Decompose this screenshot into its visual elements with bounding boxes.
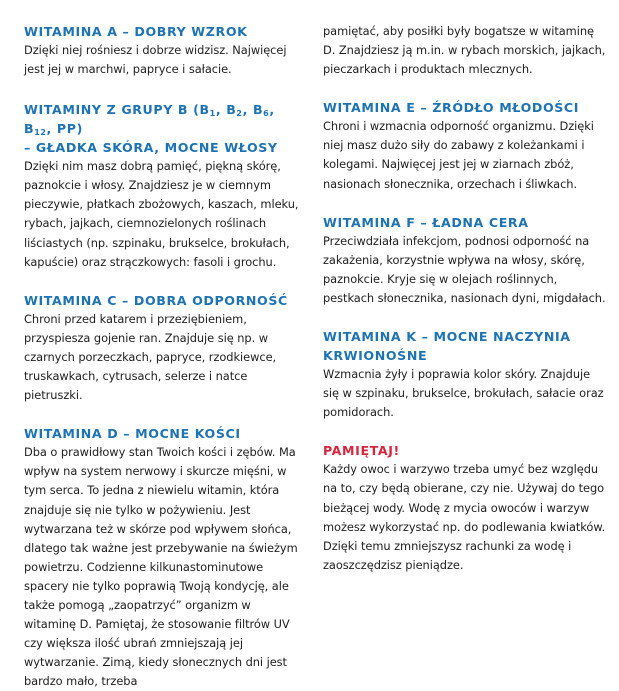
vitamin-a-heading: WITAMINA A – DOBRY WZROK — [24, 24, 248, 39]
vitamin-d-section — [24, 424, 306, 691]
vitamin-e-heading: WITAMINA E – ŹRÓDŁO MŁODOŚCI — [323, 100, 580, 116]
vitamin-k-text: Wzmacnia żyły i poprawia kolor skóry. Znajduje się w szpinaku, brukselce, brokułach, sałacie oraz pomidorach. — [323, 367, 604, 420]
vitamin-e-text: Chroni i wzmacnia odporność organizmu. Dzięki niej masz dużo siły do zabawy z koleżankami i kolegami. Najwięcej jest jej w ziarnach zbóż, nasionach słonecznika, orzechach i śliwkach. — [323, 119, 594, 191]
vitamin-b-heading-line2: – GŁADKA SKÓRA, MOCNE WŁOSY — [24, 140, 278, 156]
vitamin-d-text: Dba o prawidłowy stan Twoich kości i zębów. Ma wpływ na system nerwowy i skurcze mięśni, w tym serca. To jedna z niewielu witamin, która znajduje się nie tylko w pożywieniu. Jest wytwarzana też w skórze pod wpływem słońca, dlatego tak ważne jest przebywanie na świeżym powietrzu. Codzienne kilkunastominutowe spacery nie tylko poprawią Twoją kondycję, ale także pomogą „zaopatrzyć” organizm w witaminę D. Pamiętaj, że stosowanie filtrów UV czy większa ilość ubrań zmniejszają jej wytwarzanie. Zimą, kiedy słonecznych dni jest bardzo mało, trzeba — [24, 445, 298, 689]
vitamin-b-text: Dzięki nim masz dobrą pamięć, piękną skórę, paznokcie i włosy. Znajdziesz je w ciemnym pieczywie, płatkach zbożowych, kaszach, mleku, rybach, jajkach, ciemnozielonych roślinach liściastych (np. szpinaku, brukselce, brokułach, kapuście) oraz strączkowych: fasoli i grochu. — [24, 159, 299, 269]
vitamin-f-heading: WITAMINA F – ŁADNA CERA — [323, 214, 529, 230]
vitamin-f-text: Przeciwdziała infekcjom, podnosi odporność na zakażenia, korzystnie wpływa na włosy, skórę, paznokcie. Kryje się w olejach roślinnych, pestkach słonecznika, nasionach dyni, migdałach. — [323, 233, 606, 305]
vitamin-k-heading: WITAMINA K – MOCNE NACZYNIA KRWIONOŚNE — [323, 329, 571, 364]
vitamin-a-section — [24, 22, 306, 79]
vitamin-b-sub-2: 2 — [236, 109, 243, 119]
vitamin-b-section — [24, 100, 306, 272]
vitamin-e-section — [323, 98, 609, 193]
vitamin-d-heading: WITAMINA D – MOCNE KOŚCI — [24, 426, 241, 442]
vitamin-b-heading-suffix: , PP) — [46, 121, 83, 137]
vitamin-b-heading-prefix: WITAMINY Z GRUPY B (B — [24, 102, 210, 118]
remember-section — [323, 441, 609, 575]
vitamin-b-sub-6: 6 — [263, 109, 270, 119]
vitamin-d-continued-text: pamiętać, aby posiłki były bogatsze w witaminę D. Znajdziesz ją m.in. w rybach morskich, jajkach, pieczarkach i produktach mlecznych. — [323, 24, 606, 77]
vitamin-f-section — [323, 213, 609, 308]
right-column — [323, 0, 609, 575]
vitamin-b-sub-12: 12 — [34, 128, 47, 138]
vitamin-a-text: Dzięki niej rośniesz i dobrze widzisz. Najwięcej jest jej w marchwi, papryce i sałacie. — [24, 43, 287, 77]
vitamin-b-sub-1: 1 — [209, 109, 216, 119]
vitamin-k-section — [323, 327, 609, 422]
remember-text: Każdy owoc i warzywo trzeba umyć bez względu na to, czy będą obierane, czy nie. Używaj do tego bieżącej wody. Wodę z mycia owoców i warzyw możesz wykorzystać np. do podlewania kwiatków. Dzięki temu zmniejszysz rachunki za wodę i zaoszczędzisz pieniądze. — [323, 462, 606, 572]
vitamin-d-continued — [323, 22, 609, 79]
remember-heading: PAMIĘTAJ! — [323, 443, 400, 459]
vitamin-c-section — [24, 291, 306, 405]
left-column — [24, 0, 306, 691]
vitamin-b-heading: WITAMINY Z GRUPY B ($B_1$, $B_2$, $B_6$, $B_{12}$, PP) – GŁADKA SKÓRA, MOCNE WŁOSY — [24, 102, 278, 156]
vitamin-c-text: Chroni przed katarem i przeziębieniem, przyspiesza gojenie ran. Znajduje się np. w czarnych porzeczkach, papryce, rzodkiewce, truskawkach, cytrusach, selerze i natce pietruszki. — [24, 311, 277, 403]
vitamin-c-heading: WITAMINA C – DOBRA ODPORNOŚĆ — [24, 292, 288, 308]
